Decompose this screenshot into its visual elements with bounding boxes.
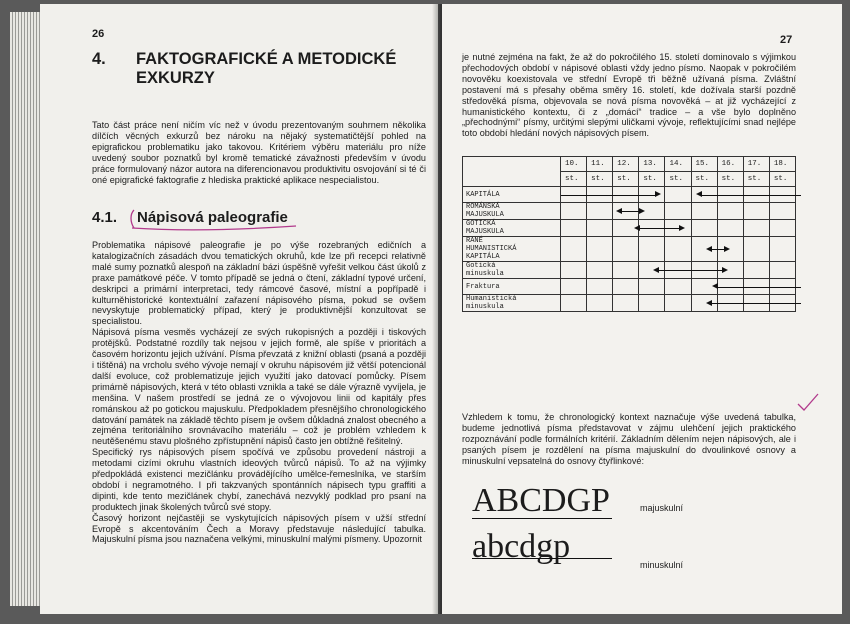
century-cell (613, 262, 639, 279)
book-spread (10, 4, 842, 614)
right-top-text: je nutné zejména na fakt, že až do pokročilého 15. století dominovalo s výjimkou přechodových období v nápisové oblasti vždy jedno písmo. Naopak v pokročilém novověku koexistovala ve střední Evropě tři běžně užívaná písma. Zvláštní postavení má s přesahy oběma směry 16. století, kde dožívala starší pozdně středověká písma, objevovala se nová písma novověká – at již vycházející z humanistického kontextu, či z „domácí“ tradice – a vše bylo doplněno „přechodnými“ písmy, určitými slepými uličkami vývoje, reflektujícími snad nejlépe toto období hledání nových nápisových písem. (462, 52, 796, 139)
century-cell (561, 187, 587, 203)
century-cell (743, 220, 769, 237)
script-name-line: Humanistická (466, 295, 517, 303)
chronology-table (462, 156, 796, 312)
century-cell (561, 295, 587, 312)
table-corner (463, 157, 561, 187)
century-cell (743, 187, 769, 203)
script-name-line: MAJUSKULA (466, 228, 504, 236)
century-cell (613, 187, 639, 203)
paragraph: Specifický rys nápisových písem spočívá ve způsobu provedení nástroji a metodami cizími okruhu vlastních ideových tvůrců nápisů. To až na výjimky předpokládá existenci mezičlánku provádějícího umělce-řemeslníka, ve starším období i negramotného. I při takzvaných spontánních nápisech typu graffiti a dipinti, kde tento mezičlánek chybí, zanechává nezvyklý podklad pro psaní na produktech jinak školených tvůrců své stopy. (92, 447, 426, 512)
century-cell (743, 262, 769, 279)
baseline-rule (472, 558, 612, 559)
script-name (463, 279, 561, 295)
century-cell (691, 203, 717, 220)
script-name-line: RANÉ (466, 237, 483, 245)
section-title: Nápisová paleografie (137, 209, 288, 226)
century-cell (561, 203, 587, 220)
century-cell (639, 279, 665, 295)
century-cell (587, 203, 613, 220)
century-cell (639, 262, 665, 279)
century-cell (561, 237, 587, 262)
century-suffix: st. (769, 172, 795, 187)
century-cell (743, 279, 769, 295)
century-suffix: st. (743, 172, 769, 187)
script-row (463, 220, 796, 237)
century-cell (587, 295, 613, 312)
century-suffix: st. (717, 172, 743, 187)
century-cell (717, 220, 743, 237)
century-number: 16. (717, 157, 743, 172)
century-cell (587, 187, 613, 203)
century-cell (639, 187, 665, 203)
script-name (463, 262, 561, 279)
century-number: 17. (743, 157, 769, 172)
script-name-line: KAPITÁLA (466, 253, 500, 261)
century-suffix: st. (561, 172, 587, 187)
century-cell (691, 279, 717, 295)
century-number: 15. (691, 157, 717, 172)
century-number: 14. (665, 157, 691, 172)
century-cell (613, 237, 639, 262)
section-number: 4.1. (92, 209, 118, 226)
script-row (463, 187, 796, 203)
century-cell (639, 203, 665, 220)
century-cell (691, 295, 717, 312)
paragraph: Nápisová písma vesměs vycházejí ze svých rukopisných a později i tiskových protějšků. Podstatné rozdíly tak nejsou v jejich formě, ale spíše v prioritách a časovém horizontu jejich užívání. Písma převzatá z knižní oblasti (psaná a později i tištěná) na vrcholu svého vývoje nemají v okruhu nápisovém již větší potencionál další evoluce, což problematizuje jejich využití jako datovací pomůcky. Písem primárně nápisových, která v této oblasti vznikla a také se dále výrazně vyvíjela, je menšina. V našem prostředí se jedná ze o vývojovou linii od kapitály přes románskou až po gotickou majuskulu. Předpokladem přesnějšího chronologického datování památek na základě těchto písem je ovšem důkladná znalost obecného a zejména teritoriálního srovnávacího materiálu – což je problém vzhledem k neutěšenému stavu plošného zpřístupnění nápisů často jen obtížně řešitelný. (92, 327, 426, 447)
century-cell (561, 262, 587, 279)
century-cell (691, 220, 717, 237)
century-cell (769, 203, 795, 220)
century-number: 11. (587, 157, 613, 172)
century-cell (613, 279, 639, 295)
page-number-left: 26 (92, 28, 105, 40)
century-cell (587, 279, 613, 295)
majuscule-sample: ABCDGP (472, 482, 610, 519)
century-suffix: st. (665, 172, 691, 187)
century-cell (587, 237, 613, 262)
right-page (442, 4, 842, 614)
minuscule-sample: abcdgp (472, 528, 571, 565)
script-row (463, 262, 796, 279)
century-cell (665, 220, 691, 237)
century-cell (665, 237, 691, 262)
century-number: 10. (561, 157, 587, 172)
century-suffix: st. (587, 172, 613, 187)
page-number-right: 27 (780, 34, 793, 46)
century-cell (665, 279, 691, 295)
century-cell (691, 237, 717, 262)
script-name (463, 220, 561, 237)
script-name-line: minuskula (466, 303, 504, 311)
century-cell (665, 295, 691, 312)
century-cell (717, 203, 743, 220)
century-cell (613, 295, 639, 312)
century-number: 12. (613, 157, 639, 172)
script-name-line: ROMÁNSKÁ (466, 203, 500, 211)
century-cell (717, 237, 743, 262)
script-name (463, 187, 561, 203)
century-number: 18. (769, 157, 795, 172)
century-cell (587, 220, 613, 237)
century-cell (769, 237, 795, 262)
century-cell (665, 262, 691, 279)
century-cell (587, 262, 613, 279)
right-bottom-text: Vzhledem k tomu, že chronologický kontext naznačuje výše uvedená tabulka, budeme jednotlivá písma představovat v zájmu ulehčení jejich praktického rozpoznávání podle formálních kritérií. Základním dělením nejen nápisových, ale i psaných písem je rozdělení na písma majuskulní do dvoulinkové osnovy a minuskulní vepsatelná do osnovy čtyřlinkové: (462, 412, 796, 466)
century-cell (743, 295, 769, 312)
century-cell (639, 237, 665, 262)
chapter-number: 4. (92, 50, 106, 68)
century-cell (769, 187, 795, 203)
century-cell (769, 262, 795, 279)
pen-underline-mark (128, 206, 298, 232)
century-cell (613, 203, 639, 220)
baseline-rule (472, 518, 612, 519)
script-row (463, 237, 796, 262)
script-name (463, 237, 561, 262)
century-cell (743, 237, 769, 262)
century-cell (717, 279, 743, 295)
script-row (463, 203, 796, 220)
script-name-line: minuskula (466, 270, 504, 278)
chapter-title: FAKTOGRAFICKÉ A METODICKÉ EXKURZY (136, 50, 397, 87)
century-cell (691, 187, 717, 203)
century-cell (665, 187, 691, 203)
script-name-line: HUMANISTICKÁ (466, 245, 517, 253)
script-name (463, 295, 561, 312)
century-cell (743, 203, 769, 220)
script-row (463, 279, 796, 295)
script-name-line: Gotická (466, 262, 496, 270)
century-cell (717, 262, 743, 279)
century-cell (717, 187, 743, 203)
pen-check-mark (796, 392, 822, 414)
century-suffix: st. (691, 172, 717, 187)
script-name-line: Fraktura (466, 282, 500, 291)
script-name-line: KAPITÁLA (466, 190, 500, 199)
script-name-line: MAJUSKULA (466, 211, 504, 219)
script-name (463, 203, 561, 220)
century-number: 13. (639, 157, 665, 172)
century-cell (769, 295, 795, 312)
century-cell (769, 279, 795, 295)
paragraph: Problematika nápisové paleografie je po výše rozebraných edičních a katalogizačních zásadách dvou tematických okruhů, kde lze při recepci relativně malé sumy poznatků alespoň na základní bázi úspěšně vyřešit velkou část úkolů z praxe památkové péče. V tomto případě se jedná o čtení, základní typové určení, deskripci a primární interpretaci, tedy rámcové časové, místní a popřípadě i kulturněhistorické kontextuální zařazení nápisového písma, pokud se ovšem nevyskytuje problematický případ, který je produktivnější konzultovat se specialistou. (92, 240, 426, 327)
century-suffix: st. (639, 172, 665, 187)
paragraph: Časový horizont nejčastěji se vyskytujících nápisových písem v užší střední Evropě s akcentováním Čech a Moravy představuje následující tabulka. Majuskulní písma jsou naznačena velkými, minuskulní malými písmeny. Upozornit (92, 512, 426, 545)
script-name-line: GOTICKÁ (466, 220, 496, 228)
chapter-intro: Tato část práce není ničím víc než v úvodu prezentovaným souhrnem několika dílčích věcných exkurzů bez nároku na nějaký systematičtější pohled na epigrafickou problematiku jako takovou. Kritériem výběru materiálu pro níže uvedený soubor poznatků byl kromě tematické závažnosti především v úvodu práce formulovaný názor autora na diferencionavou produktivitu osvojování si té či oné epigrafické faktografie z hlediska praktické aplikace nespecialistou. (92, 120, 426, 185)
century-cell (665, 203, 691, 220)
century-cell (561, 220, 587, 237)
century-cell (769, 220, 795, 237)
century-cell (613, 220, 639, 237)
page-edges (10, 12, 40, 606)
century-cell (561, 279, 587, 295)
majuscule-caption: majuskulní (640, 503, 684, 513)
script-row (463, 295, 796, 312)
century-cell (639, 295, 665, 312)
century-suffix: st. (613, 172, 639, 187)
left-page (40, 4, 438, 614)
minuscule-caption: minuskulní (640, 560, 684, 570)
century-cell (717, 295, 743, 312)
century-cell (639, 220, 665, 237)
century-cell (691, 262, 717, 279)
section-body (92, 240, 426, 545)
